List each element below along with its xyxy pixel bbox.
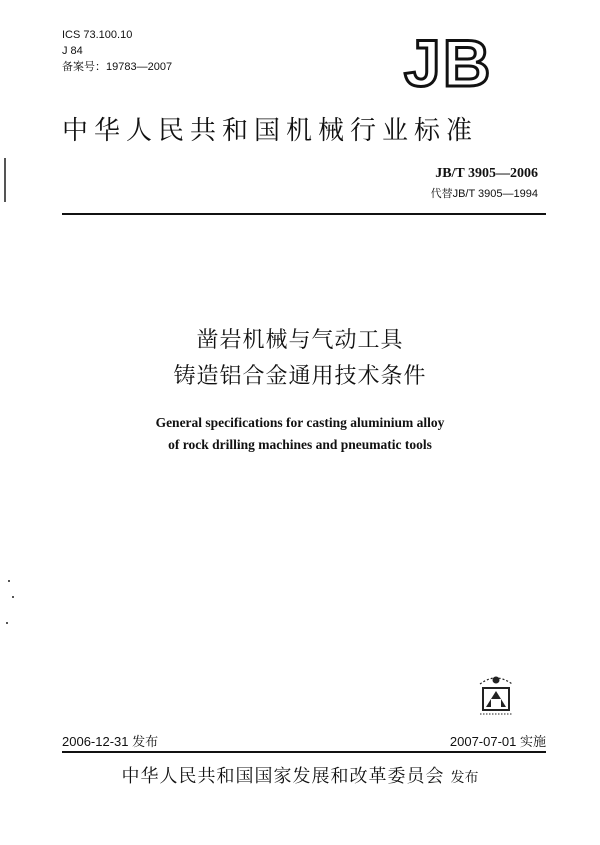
document-title-en-line2: of rock drilling machines and pneumatic tools <box>168 437 432 452</box>
issuer-suffix: 发布 <box>450 770 479 786</box>
document-title-zh-line2: 铸造铝合金通用技术条件 <box>173 364 427 389</box>
scan-dot <box>8 580 10 582</box>
bottom-divider <box>62 751 546 753</box>
scan-edge-mark <box>4 158 6 202</box>
record-number: 备案号：19783—2007 <box>62 61 173 73</box>
jb-logo: JB <box>404 26 493 100</box>
standard-number: JB/T 3905—2006 <box>435 166 538 181</box>
publisher-seal-icon <box>466 668 526 720</box>
implementation-date: 2007-07-01 实施 <box>449 734 546 749</box>
document-title-zh-line1: 凿岩机械与气动工具 <box>196 328 404 353</box>
top-divider <box>62 213 546 215</box>
issue-date: 2006-12-31 发布 <box>62 734 159 749</box>
standard-title: 中华人民共和国机械行业标准 <box>62 116 479 146</box>
category-code: J 84 <box>62 45 83 57</box>
ics-code: ICS 73.100.10 <box>62 29 133 41</box>
replaces-standard: 代替JB/T 3905—1994 <box>430 188 538 200</box>
issuer-line <box>0 762 600 788</box>
scan-dot <box>12 596 14 598</box>
document-title-en-line1: General specifications for casting aluminium alloy <box>155 415 445 430</box>
issuer-name: 中华人民共和国国家发展和改革委员会 <box>121 766 445 787</box>
scan-dot <box>6 622 8 624</box>
